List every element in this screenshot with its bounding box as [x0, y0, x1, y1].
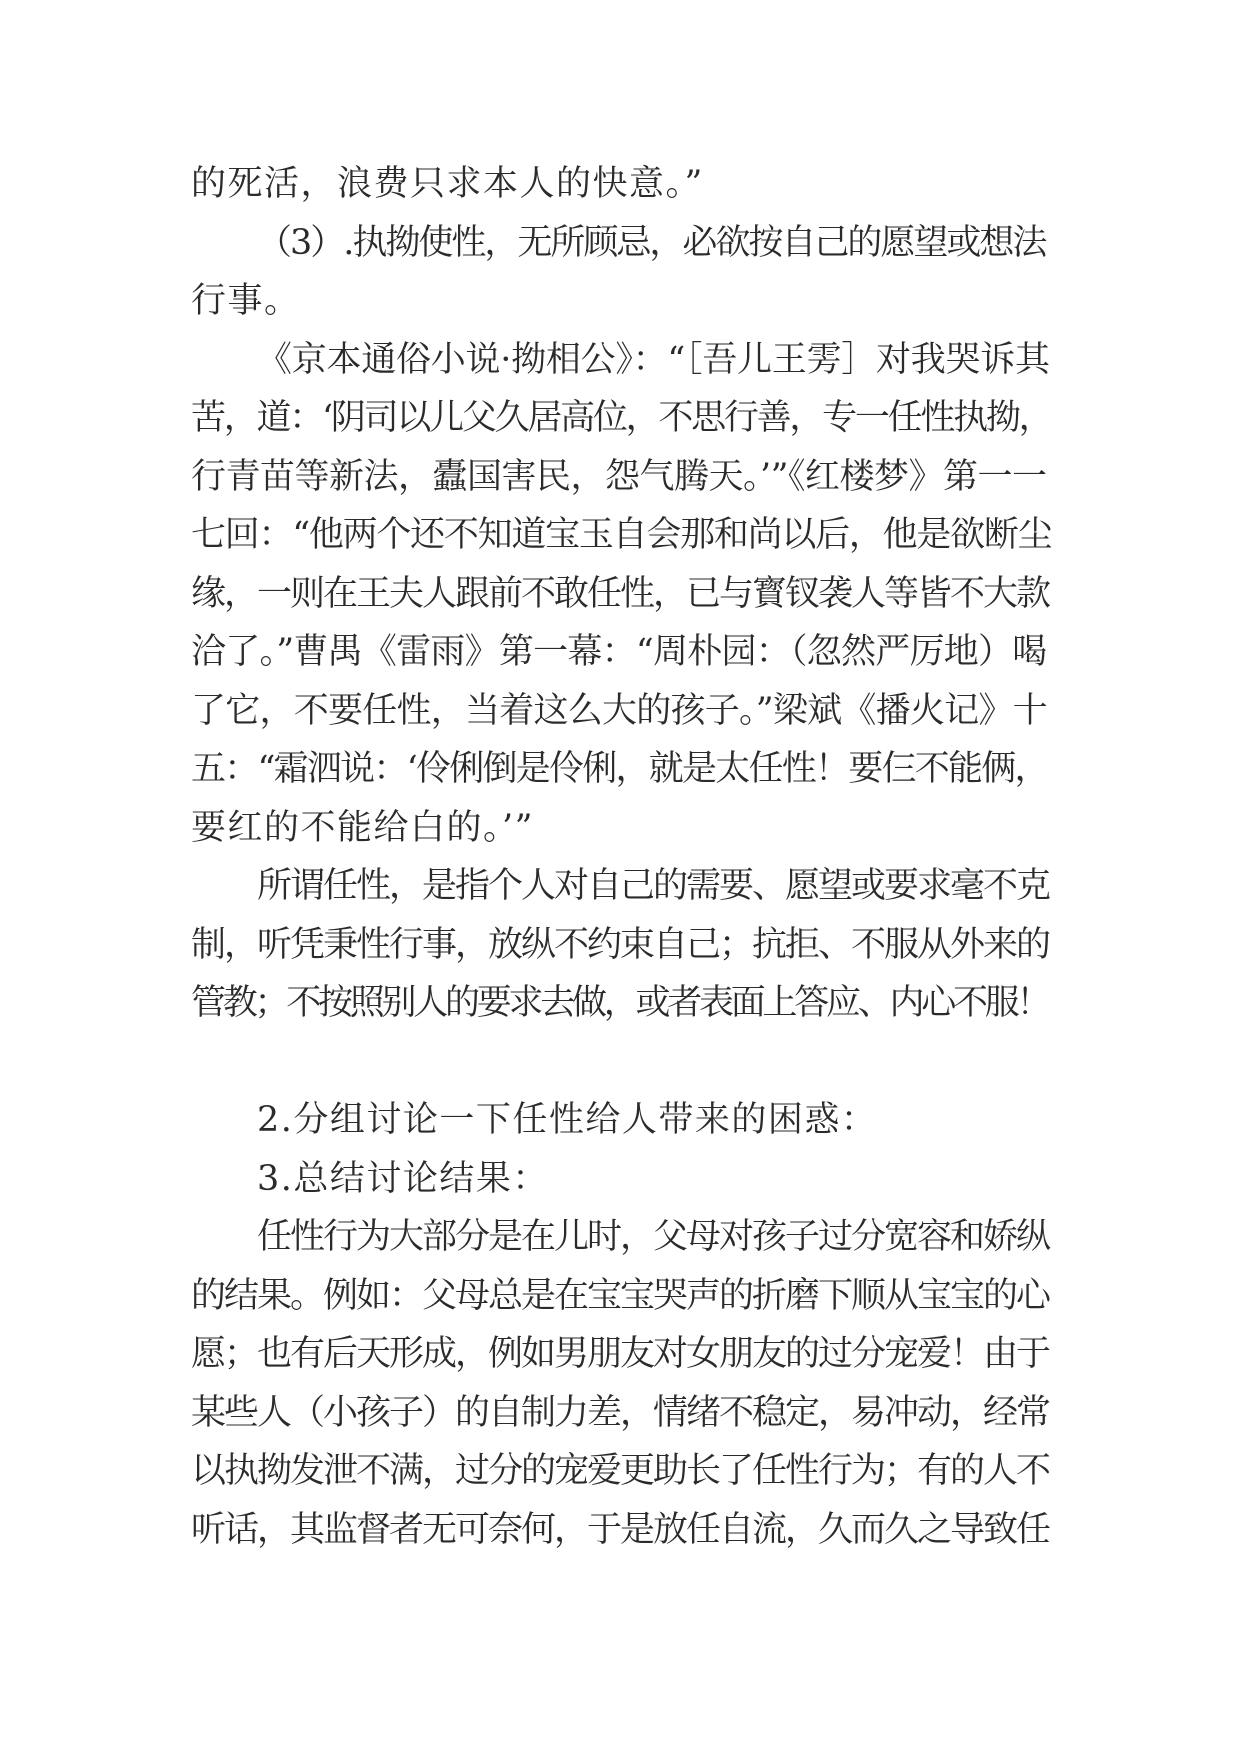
text-line: 了它，不要任性，当着这么大的孩子。”梁斌《播火记》十 — [191, 690, 1047, 731]
text-line: 缘，一则在王夫人跟前不敢任性，已与寳钗袭人等皆不大款 — [191, 573, 1050, 614]
text-line: 五：“霜泗说：‘伶俐倒是伶俐，就是太任性！要仨不能俩， — [191, 749, 1048, 789]
text-line: 洽了。”曹禺《雷雨》第一幕：“周朴园：（忽然严厉地）喝 — [191, 632, 1047, 672]
paragraph-gap — [191, 1033, 1051, 1092]
text-line: 任性行为大部分是在儿时，父母对孩子过分宽容和娇纵 — [257, 1217, 1050, 1257]
text-line: 管教；不按照别人的要求去做，或者表面上答应、内心不服！ — [191, 983, 1049, 1023]
text-line: 行青苗等新法，蠹国害民，怨气腾天。’”《红楼梦》第一一 — [191, 456, 1047, 497]
document-body — [191, 155, 1051, 1559]
text-line: 愿；也有后天形成，例如男朋友对女朋友的过分宠爱！由于 — [191, 1334, 1050, 1374]
text-line: 的死活，浪费只求本人的快意。” — [191, 164, 704, 204]
text-line: 七回：“他两个还不知道宝玉自会那和尚以后，他是欲断尘 — [191, 515, 1052, 555]
text-line: 《京本通俗小说·拗相公》：“［吾儿王雱］对我哭诉其 — [257, 339, 1050, 380]
text-line: 听话，其监督者无可奈何，于是放任自流，久而久之导致任 — [191, 1509, 1050, 1550]
text-line: 苦，道：‘阴司以儿父久居高位，不思行善，专一任性执拗， — [191, 398, 1052, 438]
text-line: 行事。 — [191, 281, 301, 321]
text-line: 制，听凭秉性行事，放纵不约束自己；抗拒、不服从外来的 — [191, 924, 1050, 965]
text-line: 以执拗发泄不满，过分的宠爱更助长了任性行为；有的人不 — [191, 1451, 1050, 1491]
text-line: 3.总结讨论结果： — [257, 1158, 549, 1199]
text-line: 的结果。例如：父母总是在宝宝哭声的折磨下顺从宝宝的心 — [191, 1275, 1050, 1316]
text-line: 某些人（小孩子）的自制力差，情绪不稳定，易冲动，经常 — [191, 1392, 1050, 1433]
text-line: 所谓任性，是指个人对自己的需要、愿望或要求毫不克 — [257, 866, 1050, 906]
text-line: 要红的不能给白的。’” — [191, 807, 535, 848]
text-line: 2.分组讨论一下任性给人带来的困惑： — [257, 1100, 878, 1140]
text-line: （3）.执拗使性，无所顾忌，必欲按自己的愿望或想法 — [257, 222, 1046, 263]
